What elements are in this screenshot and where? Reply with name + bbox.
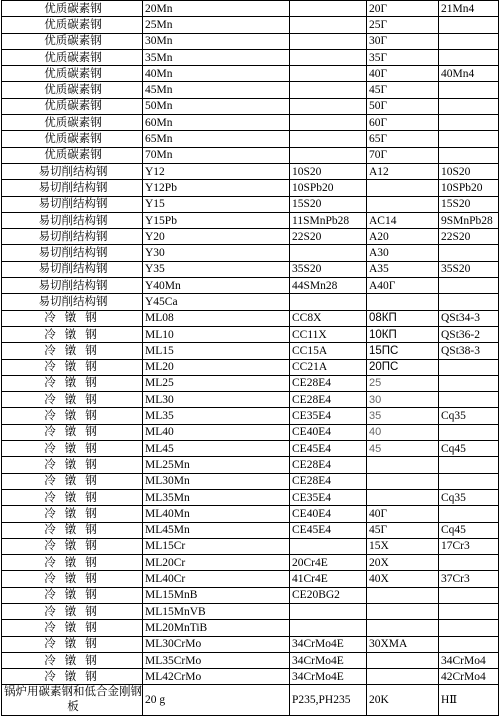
din-grade-cell: 22S20 (439, 229, 499, 245)
table-row (2, 115, 499, 131)
din-grade-cell: 42CrMo4 (439, 669, 499, 685)
gost-grade-cell: 40X (367, 571, 439, 587)
gb-grade-cell: ML15Cr (143, 538, 290, 554)
iso-grade-cell: CE35E4 (290, 489, 367, 505)
category-cell: 冷镦钢 (2, 603, 143, 619)
table-row (2, 326, 499, 342)
table-row (2, 17, 499, 33)
din-grade-cell (439, 294, 499, 310)
din-grade-cell (439, 636, 499, 652)
din-grade-cell: 17Cr3 (439, 538, 499, 554)
gb-grade-cell: ML10 (143, 326, 290, 342)
iso-grade-cell (290, 294, 367, 310)
table-row (2, 33, 499, 49)
table-row (2, 359, 499, 375)
iso-grade-cell: CC8X (290, 310, 367, 326)
table-row (2, 1, 499, 17)
gb-grade-cell: Y30 (143, 245, 290, 261)
gb-grade-cell: ML35 (143, 408, 290, 424)
gost-grade-cell: 70Г (367, 147, 439, 163)
gost-grade-cell: A12 (367, 163, 439, 179)
gb-grade-cell: 45Mn (143, 82, 290, 98)
gost-grade-cell (367, 669, 439, 685)
table-row (2, 636, 499, 652)
gb-grade-cell: ML15 (143, 343, 290, 359)
iso-grade-cell: 34CrMo4E (290, 652, 367, 668)
gost-grade-cell: 45Г (367, 82, 439, 98)
iso-grade-cell (290, 147, 367, 163)
gost-grade-cell: 40Г (367, 506, 439, 522)
table-row (2, 555, 499, 571)
category-cell: 易切削结构钢 (2, 196, 143, 212)
category-cell: 优质碳素钢 (2, 147, 143, 163)
iso-grade-cell (290, 603, 367, 619)
din-grade-cell (439, 98, 499, 114)
gb-grade-cell: ML40Cr (143, 571, 290, 587)
iso-grade-cell: 34CrMo4E (290, 636, 367, 652)
gost-grade-cell: 35Г (367, 49, 439, 65)
table-row (2, 587, 499, 603)
category-cell: 优质碳素钢 (2, 49, 143, 65)
din-grade-cell (439, 603, 499, 619)
category-cell: 优质碳素钢 (2, 82, 143, 98)
category-cell: 冷镦钢 (2, 359, 143, 375)
category-cell: 易切削结构钢 (2, 261, 143, 277)
din-grade-cell (439, 392, 499, 408)
gb-grade-cell: ML40 (143, 424, 290, 440)
iso-grade-cell: CE28E4 (290, 473, 367, 489)
category-cell: 冷镦钢 (2, 669, 143, 685)
table-row (2, 441, 499, 457)
gb-grade-cell: Y12 (143, 163, 290, 179)
gost-grade-cell: 30Г (367, 33, 439, 49)
category-cell: 优质碳素钢 (2, 131, 143, 147)
gb-grade-cell: ML30 (143, 392, 290, 408)
category-cell: 锅炉用碳素钢和低合金刚钢板 (2, 685, 143, 716)
gost-grade-cell (367, 603, 439, 619)
din-grade-cell: 15S20 (439, 196, 499, 212)
gb-grade-cell: 65Mn (143, 131, 290, 147)
gb-grade-cell: 30Mn (143, 33, 290, 49)
din-grade-cell: 10S20 (439, 163, 499, 179)
gb-grade-cell: ML25Mn (143, 457, 290, 473)
category-cell: 冷镦钢 (2, 571, 143, 587)
gost-grade-cell: 20Г (367, 1, 439, 17)
gost-grade-cell: 30 (367, 392, 439, 408)
iso-grade-cell: 44SMn28 (290, 278, 367, 294)
din-grade-cell: 37Cr3 (439, 571, 499, 587)
table-row (2, 620, 499, 636)
iso-grade-cell: 35S20 (290, 261, 367, 277)
table-row (2, 424, 499, 440)
category-cell: 优质碳素钢 (2, 17, 143, 33)
category-cell: 冷镦钢 (2, 408, 143, 424)
gost-grade-cell: 10КП (367, 326, 439, 342)
gb-grade-cell: Y20 (143, 229, 290, 245)
table-row (2, 522, 499, 538)
iso-grade-cell: CE28E4 (290, 375, 367, 391)
steel-grade-comparison-table (1, 0, 499, 716)
din-grade-cell (439, 375, 499, 391)
iso-grade-cell (290, 1, 367, 17)
din-grade-cell (439, 147, 499, 163)
table-row (2, 82, 499, 98)
din-grade-cell: 34CrMo4 (439, 652, 499, 668)
din-grade-cell: 35S20 (439, 261, 499, 277)
din-grade-cell (439, 245, 499, 261)
din-grade-cell (439, 359, 499, 375)
iso-grade-cell (290, 17, 367, 33)
category-cell: 易切削结构钢 (2, 294, 143, 310)
gost-grade-cell (367, 473, 439, 489)
gb-grade-cell: ML08 (143, 310, 290, 326)
gb-grade-cell: ML20 (143, 359, 290, 375)
gb-grade-cell: Y35 (143, 261, 290, 277)
din-grade-cell: QSt36-2 (439, 326, 499, 342)
iso-grade-cell (290, 115, 367, 131)
gost-grade-cell (367, 620, 439, 636)
table-row (2, 310, 499, 326)
category-cell: 易切削结构钢 (2, 163, 143, 179)
category-cell: 冷镦钢 (2, 652, 143, 668)
iso-grade-cell: CC15A (290, 343, 367, 359)
gost-grade-cell: 20X (367, 555, 439, 571)
gost-grade-cell: 20K (367, 685, 439, 716)
iso-grade-cell: CC11X (290, 326, 367, 342)
category-cell: 冷镦钢 (2, 375, 143, 391)
gb-grade-cell: Y45Ca (143, 294, 290, 310)
table-row (2, 229, 499, 245)
din-grade-cell: Cq35 (439, 489, 499, 505)
iso-grade-cell (290, 98, 367, 114)
gost-grade-cell: 15ПС (367, 343, 439, 359)
din-grade-cell (439, 506, 499, 522)
category-cell: 冷镦钢 (2, 457, 143, 473)
din-grade-cell: Cq35 (439, 408, 499, 424)
gost-grade-cell (367, 652, 439, 668)
table-row (2, 131, 499, 147)
table-row (2, 147, 499, 163)
table-row (2, 196, 499, 212)
category-cell: 冷镦钢 (2, 636, 143, 652)
category-cell: 冷镦钢 (2, 424, 143, 440)
iso-grade-cell: 10SPb20 (290, 180, 367, 196)
din-grade-cell: Cq45 (439, 522, 499, 538)
iso-grade-cell: CE28E4 (290, 457, 367, 473)
gb-grade-cell: ML40Mn (143, 506, 290, 522)
gb-grade-cell: ML20MnTiB (143, 620, 290, 636)
gb-grade-cell: 35Mn (143, 49, 290, 65)
category-cell: 冷镦钢 (2, 587, 143, 603)
gb-grade-cell: ML35CrMo (143, 652, 290, 668)
category-cell: 冷镦钢 (2, 489, 143, 505)
category-cell: 冷镦钢 (2, 343, 143, 359)
din-grade-cell (439, 587, 499, 603)
gb-grade-cell: ML42CrMo (143, 669, 290, 685)
table-row (2, 375, 499, 391)
gb-grade-cell: 60Mn (143, 115, 290, 131)
din-grade-cell (439, 424, 499, 440)
iso-grade-cell: 10S20 (290, 163, 367, 179)
table-row (2, 278, 499, 294)
category-cell: 冷镦钢 (2, 473, 143, 489)
iso-grade-cell: 41Cr4E (290, 571, 367, 587)
table-row (2, 571, 499, 587)
category-cell: 冷镦钢 (2, 538, 143, 554)
din-grade-cell (439, 457, 499, 473)
iso-grade-cell (290, 82, 367, 98)
table-row (2, 473, 499, 489)
category-cell: 优质碳素钢 (2, 98, 143, 114)
iso-grade-cell: 22S20 (290, 229, 367, 245)
iso-grade-cell (290, 245, 367, 261)
gost-grade-cell: 40Г (367, 66, 439, 82)
gost-grade-cell: 50Г (367, 98, 439, 114)
gost-grade-cell (367, 457, 439, 473)
din-grade-cell (439, 33, 499, 49)
iso-grade-cell (290, 538, 367, 554)
table-body (2, 1, 499, 716)
iso-grade-cell (290, 620, 367, 636)
gost-grade-cell: 35 (367, 408, 439, 424)
gost-grade-cell: 25Г (367, 17, 439, 33)
din-grade-cell: 9SMnPb28 (439, 212, 499, 228)
din-grade-cell (439, 620, 499, 636)
gb-grade-cell: ML30CrMo (143, 636, 290, 652)
gb-grade-cell: Y12Pb (143, 180, 290, 196)
category-cell: 优质碳素钢 (2, 1, 143, 17)
gb-grade-cell: Y40Mn (143, 278, 290, 294)
gost-grade-cell: A35 (367, 261, 439, 277)
gb-grade-cell: Y15Pb (143, 212, 290, 228)
category-cell: 优质碳素钢 (2, 33, 143, 49)
iso-grade-cell: CE20BG2 (290, 587, 367, 603)
category-cell: 易切削结构钢 (2, 278, 143, 294)
gost-grade-cell (367, 587, 439, 603)
table-row (2, 180, 499, 196)
category-cell: 冷镦钢 (2, 392, 143, 408)
din-grade-cell: QSt34-3 (439, 310, 499, 326)
iso-grade-cell: CC21A (290, 359, 367, 375)
gb-grade-cell: ML15MnVB (143, 603, 290, 619)
din-grade-cell: 21Mn4 (439, 1, 499, 17)
table-row (2, 245, 499, 261)
table-row (2, 392, 499, 408)
category-cell: 冷镦钢 (2, 555, 143, 571)
table-row (2, 685, 499, 716)
category-cell: 易切削结构钢 (2, 212, 143, 228)
din-grade-cell: Cq45 (439, 441, 499, 457)
table-row (2, 669, 499, 685)
gost-grade-cell (367, 196, 439, 212)
table-row (2, 294, 499, 310)
table-row (2, 163, 499, 179)
gost-grade-cell (367, 180, 439, 196)
table-row (2, 652, 499, 668)
din-grade-cell (439, 473, 499, 489)
gost-grade-cell: 40 (367, 424, 439, 440)
table-row (2, 538, 499, 554)
table-row (2, 212, 499, 228)
category-cell: 易切削结构钢 (2, 180, 143, 196)
gb-grade-cell: ML35Mn (143, 489, 290, 505)
gost-grade-cell (367, 294, 439, 310)
din-grade-cell (439, 49, 499, 65)
gb-grade-cell: 20Mn (143, 1, 290, 17)
din-grade-cell (439, 17, 499, 33)
category-cell: 优质碳素钢 (2, 115, 143, 131)
iso-grade-cell: CE35E4 (290, 408, 367, 424)
gb-grade-cell: 70Mn (143, 147, 290, 163)
iso-grade-cell (290, 66, 367, 82)
din-grade-cell (439, 131, 499, 147)
iso-grade-cell: 15S20 (290, 196, 367, 212)
gost-grade-cell: 15X (367, 538, 439, 554)
iso-grade-cell: CE40E4 (290, 506, 367, 522)
iso-grade-cell: CE28E4 (290, 392, 367, 408)
din-grade-cell (439, 555, 499, 571)
gb-grade-cell: ML45Mn (143, 522, 290, 538)
gb-grade-cell: 40Mn (143, 66, 290, 82)
din-grade-cell (439, 278, 499, 294)
din-grade-cell: 10SPb20 (439, 180, 499, 196)
iso-grade-cell: P235,PH235 (290, 685, 367, 716)
table-row (2, 603, 499, 619)
gb-grade-cell: ML30Mn (143, 473, 290, 489)
iso-grade-cell (290, 131, 367, 147)
gb-grade-cell: ML15MnB (143, 587, 290, 603)
table-row (2, 261, 499, 277)
gost-grade-cell: A40Г (367, 278, 439, 294)
din-grade-cell (439, 82, 499, 98)
gost-grade-cell: 30XMA (367, 636, 439, 652)
table-row (2, 457, 499, 473)
gost-grade-cell: 45 (367, 441, 439, 457)
din-grade-cell: 40Mn4 (439, 66, 499, 82)
gb-grade-cell: ML20Cr (143, 555, 290, 571)
table-row (2, 408, 499, 424)
iso-grade-cell: 11SMnPb28 (290, 212, 367, 228)
din-grade-cell: HⅡ (439, 685, 499, 716)
iso-grade-cell: CE45E4 (290, 441, 367, 457)
gost-grade-cell: 25 (367, 375, 439, 391)
table-row (2, 343, 499, 359)
gost-grade-cell: 65Г (367, 131, 439, 147)
gost-grade-cell: 60Г (367, 115, 439, 131)
iso-grade-cell: CE40E4 (290, 424, 367, 440)
gost-grade-cell: 45Г (367, 522, 439, 538)
iso-grade-cell: CE45E4 (290, 522, 367, 538)
category-cell: 冷镦钢 (2, 310, 143, 326)
gb-grade-cell: Y15 (143, 196, 290, 212)
gost-grade-cell: A20 (367, 229, 439, 245)
category-cell: 冷镦钢 (2, 522, 143, 538)
category-cell: 冷镦钢 (2, 506, 143, 522)
category-cell: 冷镦钢 (2, 441, 143, 457)
category-cell: 易切削结构钢 (2, 229, 143, 245)
gost-grade-cell: A30 (367, 245, 439, 261)
din-grade-cell: QSt38-3 (439, 343, 499, 359)
din-grade-cell (439, 115, 499, 131)
gb-grade-cell: 50Mn (143, 98, 290, 114)
iso-grade-cell: 20Cr4E (290, 555, 367, 571)
table-row (2, 98, 499, 114)
gb-grade-cell: 25Mn (143, 17, 290, 33)
gost-grade-cell: 20ПС (367, 359, 439, 375)
gost-grade-cell (367, 489, 439, 505)
category-cell: 优质碳素钢 (2, 66, 143, 82)
gb-grade-cell: ML25 (143, 375, 290, 391)
table-row (2, 506, 499, 522)
table-row (2, 49, 499, 65)
gost-grade-cell: AC14 (367, 212, 439, 228)
gb-grade-cell: 20 g (143, 685, 290, 716)
category-cell: 冷镦钢 (2, 620, 143, 636)
category-cell: 冷镦钢 (2, 326, 143, 342)
gost-grade-cell: 08КП (367, 310, 439, 326)
iso-grade-cell (290, 33, 367, 49)
table-row (2, 489, 499, 505)
table-row (2, 66, 499, 82)
category-cell: 易切削结构钢 (2, 245, 143, 261)
iso-grade-cell: 34CrMo4E (290, 669, 367, 685)
gb-grade-cell: ML45 (143, 441, 290, 457)
iso-grade-cell (290, 49, 367, 65)
